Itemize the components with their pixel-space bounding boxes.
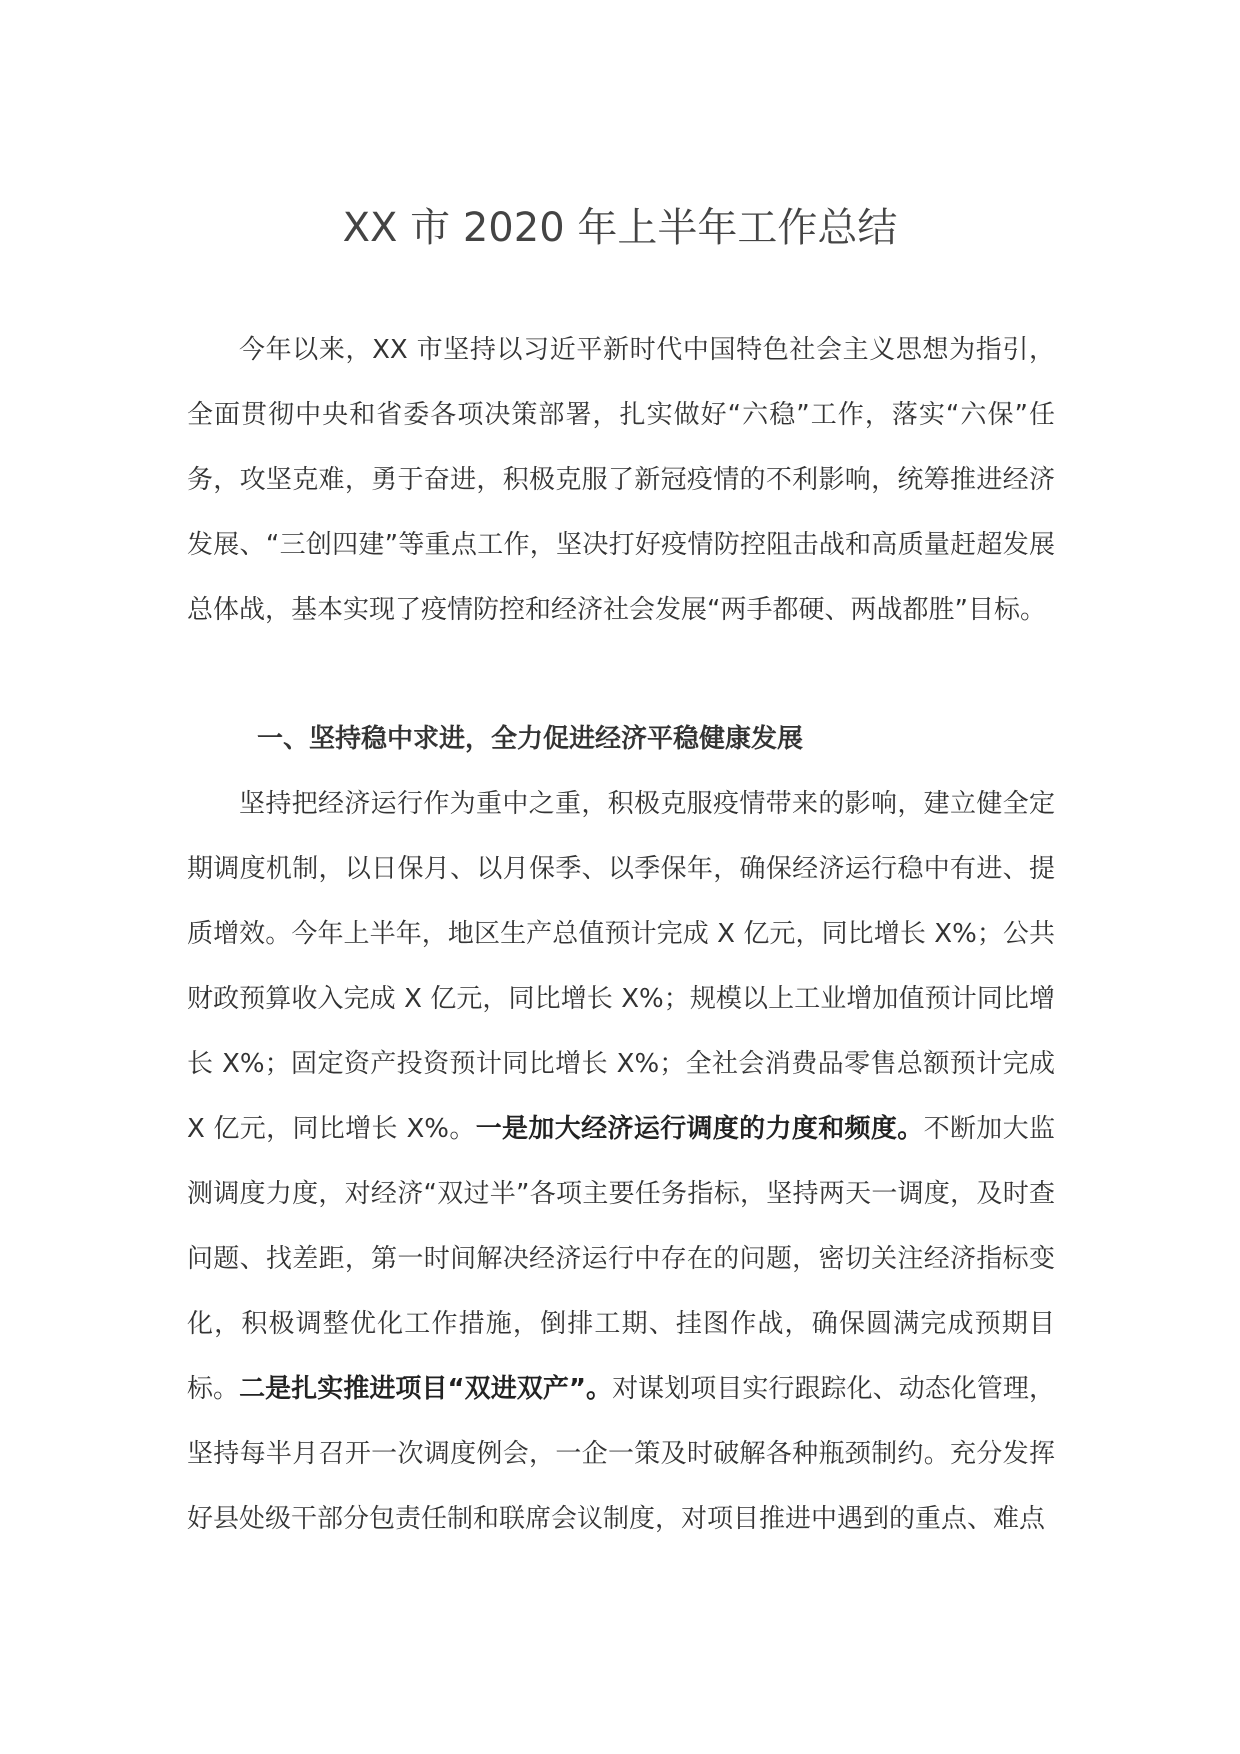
section-paragraph: [187, 772, 1055, 1552]
document-title: XX 市 2020 年上半年工作总结: [342, 205, 898, 251]
section-text-2: 不断加大监测调度力度，对经济“双过半”各项主要任务指标，坚持两天一调度，及时查问题、找差距，第一时间解决经济运行中存在的问题，密切关注经济指标变化，积极调整优化工作措施，倒排工期、挂图作战，确保圆满完成预期目标。: [187, 1114, 1055, 1404]
section-body-block: [187, 772, 1055, 1552]
key-point-1: 一是加大经济运行调度的力度和频度。: [475, 1114, 924, 1144]
section-text-3: 对谋划项目实行跟踪化、动态化管理，坚持每半月召开一次调度例会，一企一策及时破解各种瓶颈制约。充分发挥好县处级干部分包责任制和联席会议制度，对项目推进中遇到的重点、难点: [187, 1374, 1055, 1534]
section-text-1: 坚持把经济运行作为重中之重，积极克服疫情带来的影响，建立健全定期调度机制，以日保月、以月保季、以季保年，确保经济运行稳中有进、提质增效。今年上半年，地区生产总值预计完成 X 亿元，同比增长 X%；公共财政预算收入完成 X 亿元，同比增长 X%；规模以上工业增加值预计同比增长 X%；固定资产投资预计同比增长 X%；全社会消费品零售总额预计完成 X 亿元，同比增长 X%。: [187, 789, 1055, 1144]
intro-block: [187, 318, 1055, 643]
key-point-2: 二是扎实推进项目“双进双产”。: [239, 1374, 613, 1404]
intro-paragraph: 今年以来，XX 市坚持以习近平新时代中国特色社会主义思想为指引，全面贯彻中央和省委各项决策部署，扎实做好“六稳”工作，落实“六保”任务，攻坚克难，勇于奋进，积极克服了新冠疫情的不利影响，统筹推进经济发展、“三创四建”等重点工作，坚决打好疫情防控阻击战和高质量赶超发展总体战，基本实现了疫情防控和经济社会发展“两手都硬、两战都胜”目标。: [187, 335, 1055, 625]
section-heading: 一、坚持稳中求进，全力促进经济平稳健康发展: [257, 724, 804, 754]
